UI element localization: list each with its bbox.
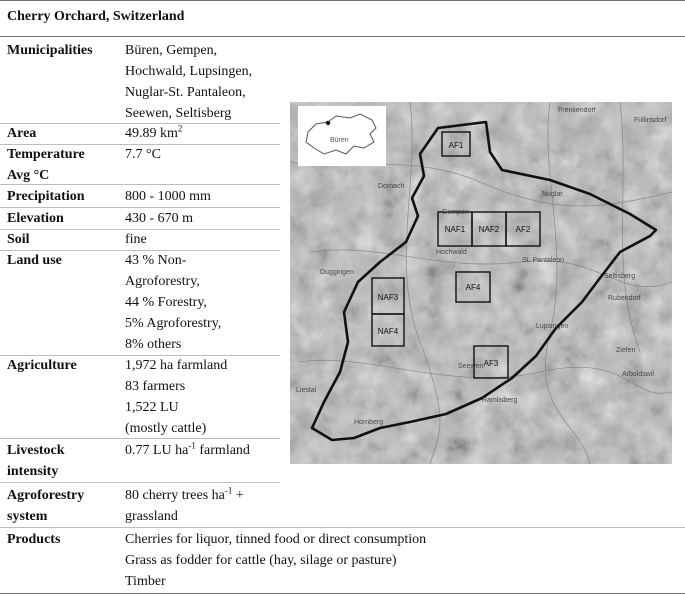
place-label: Dornach: [378, 183, 405, 190]
value-line: Grass as fodder for cattle (hay, silage or pasture): [125, 553, 397, 568]
value-line: [125, 485, 244, 506]
place-label: Ramlisberg: [482, 397, 518, 404]
label-precipitation: Precipitation: [7, 189, 85, 204]
place-label: Gempen: [442, 209, 469, 216]
value-line: Agroforestry,: [125, 274, 200, 289]
value-elevation: 430 - 670 m: [125, 211, 194, 226]
place-label: Büren: [330, 137, 349, 144]
place-label: Arboldswil: [622, 371, 654, 378]
table-title: Cherry Orchard, Switzerland: [7, 9, 185, 24]
plot-label: AF3: [483, 359, 499, 368]
table-top-rule: [0, 0, 685, 1]
place-label: Duggingen: [320, 269, 354, 276]
value-land-use: [125, 250, 221, 355]
value-line: 43 % Non-: [125, 253, 187, 268]
place-label: Lupsingen: [536, 323, 569, 330]
value-products: [125, 529, 426, 592]
place-label: St. Pantaleon: [522, 257, 565, 264]
value-precipitation: 800 - 1000 mm: [125, 189, 211, 204]
label-line: Livestock: [7, 443, 65, 458]
label-elevation: Elevation: [7, 211, 64, 226]
value-line: 5% Agroforestry,: [125, 316, 222, 331]
value-line: 83 farmers: [125, 379, 186, 394]
label-line: system: [7, 509, 48, 524]
label-line: Agroforestry: [7, 488, 85, 503]
value-soil: fine: [125, 232, 147, 247]
place-label: Ziefen: [616, 347, 636, 354]
place-label: Frenkendorf: [558, 107, 596, 114]
value-text: 49.89 km: [125, 126, 178, 141]
place-label: Nuglar: [542, 191, 563, 198]
value-line: 1,522 LU: [125, 400, 179, 415]
label-area: Area: [7, 126, 37, 141]
label-livestock-intensity: [7, 440, 65, 482]
plot-label: AF1: [448, 141, 464, 150]
place-label: Rubendorf: [608, 295, 641, 302]
value-line: 8% others: [125, 337, 182, 352]
value-line: 1,972 ha farmland: [125, 358, 228, 373]
row-divider: [0, 482, 280, 483]
value-line: Hochwald, Lupsingen,: [125, 64, 253, 79]
place-label: Seewen: [458, 363, 484, 370]
value-line: grassland: [125, 509, 178, 524]
value-line: (mostly cattle): [125, 421, 207, 436]
value-agroforestry-system: [125, 485, 244, 527]
plot-label: NAF3: [377, 293, 399, 302]
study-area-map: [290, 102, 672, 464]
value-line: Nuglar-St. Pantaleon,: [125, 85, 246, 100]
value-superscript: -1: [224, 485, 233, 496]
value-text: +: [232, 488, 244, 503]
value-temperature: 7.7 °C: [125, 147, 161, 162]
value-superscript: -1: [188, 440, 196, 451]
value-line: Büren, Gempen,: [125, 43, 218, 58]
value-line: Cherries for liquor, tinned food or direct consumption: [125, 532, 427, 547]
value-superscript: 2: [177, 123, 183, 134]
value-text: farmland: [195, 443, 250, 458]
label-line: intensity: [7, 464, 59, 479]
place-label: Hornberg: [354, 419, 384, 426]
value-municipalities: [125, 40, 252, 124]
value-text: 80 cherry trees ha: [125, 488, 225, 503]
label-products: Products: [7, 532, 61, 547]
value-line: Timber: [125, 574, 166, 589]
label-line: Temperature: [7, 147, 85, 162]
value-area: [125, 123, 182, 144]
value-line: Seewen, Seltisberg: [125, 106, 232, 121]
label-agroforestry-system: [7, 485, 84, 527]
plot-label: NAF4: [377, 327, 399, 336]
place-label: Seltisberg: [604, 273, 636, 280]
label-land-use: Land use: [7, 253, 62, 268]
row-divider: [0, 527, 685, 528]
place-label: Liestal: [296, 387, 317, 394]
label-line: Avg °C: [7, 168, 50, 183]
plot-label: NAF1: [444, 225, 466, 234]
value-agriculture: [125, 355, 227, 439]
value-text: 0.77 LU ha: [125, 443, 189, 458]
value-line: 44 % Forestry,: [125, 295, 207, 310]
plot-label: NAF2: [478, 225, 500, 234]
label-municipalities: Municipalities: [7, 43, 93, 58]
label-agriculture: Agriculture: [7, 358, 77, 373]
plot-label: AF2: [515, 225, 531, 234]
place-label: Hochwald: [436, 249, 467, 256]
place-label: Füllinsdorf: [634, 117, 667, 124]
study-site-marker: [326, 121, 330, 125]
plot-label: AF4: [465, 283, 481, 292]
label-soil: Soil: [7, 232, 30, 247]
value-livestock-intensity: [125, 440, 250, 461]
label-temperature: [7, 144, 85, 186]
title-rule: [0, 36, 685, 37]
